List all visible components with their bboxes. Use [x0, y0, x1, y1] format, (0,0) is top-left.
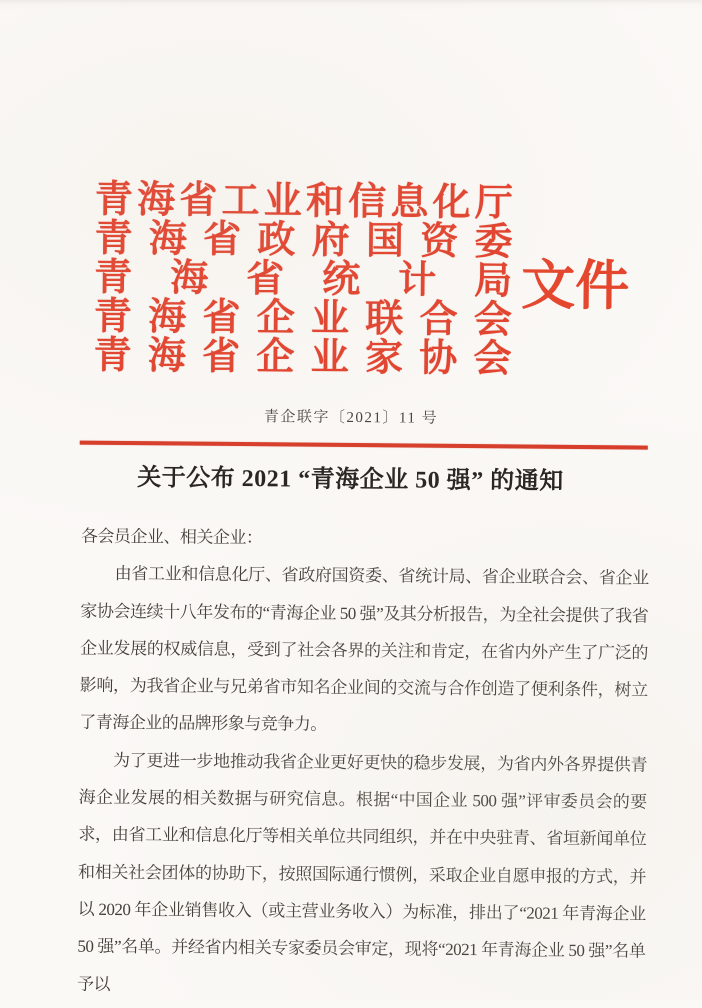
document-title: 关于公布 2021 “青海企业 50 强” 的通知	[137, 465, 564, 495]
letterhead-org-line-3: 青 海 省 统 计 局	[94, 256, 513, 303]
letterhead-org-line-4: 青 海 省 企 业 联 合 会	[93, 295, 513, 342]
document-body	[77, 518, 649, 1008]
reference-number: 青企联字〔2021〕11 号	[263, 409, 439, 427]
letterhead	[93, 178, 702, 381]
letterhead-org-line-1: 青 海 省 工 业 和 信 息 化 厅	[94, 178, 514, 225]
letterhead-org-lines	[93, 178, 514, 381]
letterhead-org-line-5: 青 海 省 企 业 家 协 会	[93, 334, 512, 381]
red-divider-line	[80, 441, 648, 450]
body-paragraph-1: 由省工业和信息化厅、省政府国资委、省统计局、省企业联合会、省企业家协会连续十八年发布的“青海企业 50 强”及其分析报告，为全社会提供了我省企业发展的权威信息，受到了社会各界的关注和肯定，在省内外产生了广泛的影响，为我省企业与兄弟省市知名企业间的交流与合作创造了便利条件，树立了青海企业的品牌形象与竞争力。	[79, 564, 649, 735]
letterhead-org-line-2: 青 海 省 政 府 国 资 委	[94, 217, 513, 264]
letterhead-file-label: 文件	[520, 253, 630, 318]
body-paragraph-2: 为了更进一步地推动我省企业更好更快的稳步发展，为省内外各界提供青海企业发展的相关数据与研究信息。根据“中国企业 500 强”评审委员会的要求，由省工业和信息化厅等相关单位共同组织，并在中央驻青、省垣新闻单位和相关社会团体的协助下，按照国际通行惯例，采取企业自愿申报的方式，并以 2020 年企业销售收入（或主营业务收入）为标准，排出了“2021 年青海企业 50 强”名单。并经省内相关专家委员会审定，现将“2021 年青海企业 50 强”名单予以	[76, 750, 648, 994]
salutation: 各会员企业、相关企业：	[80, 526, 263, 548]
